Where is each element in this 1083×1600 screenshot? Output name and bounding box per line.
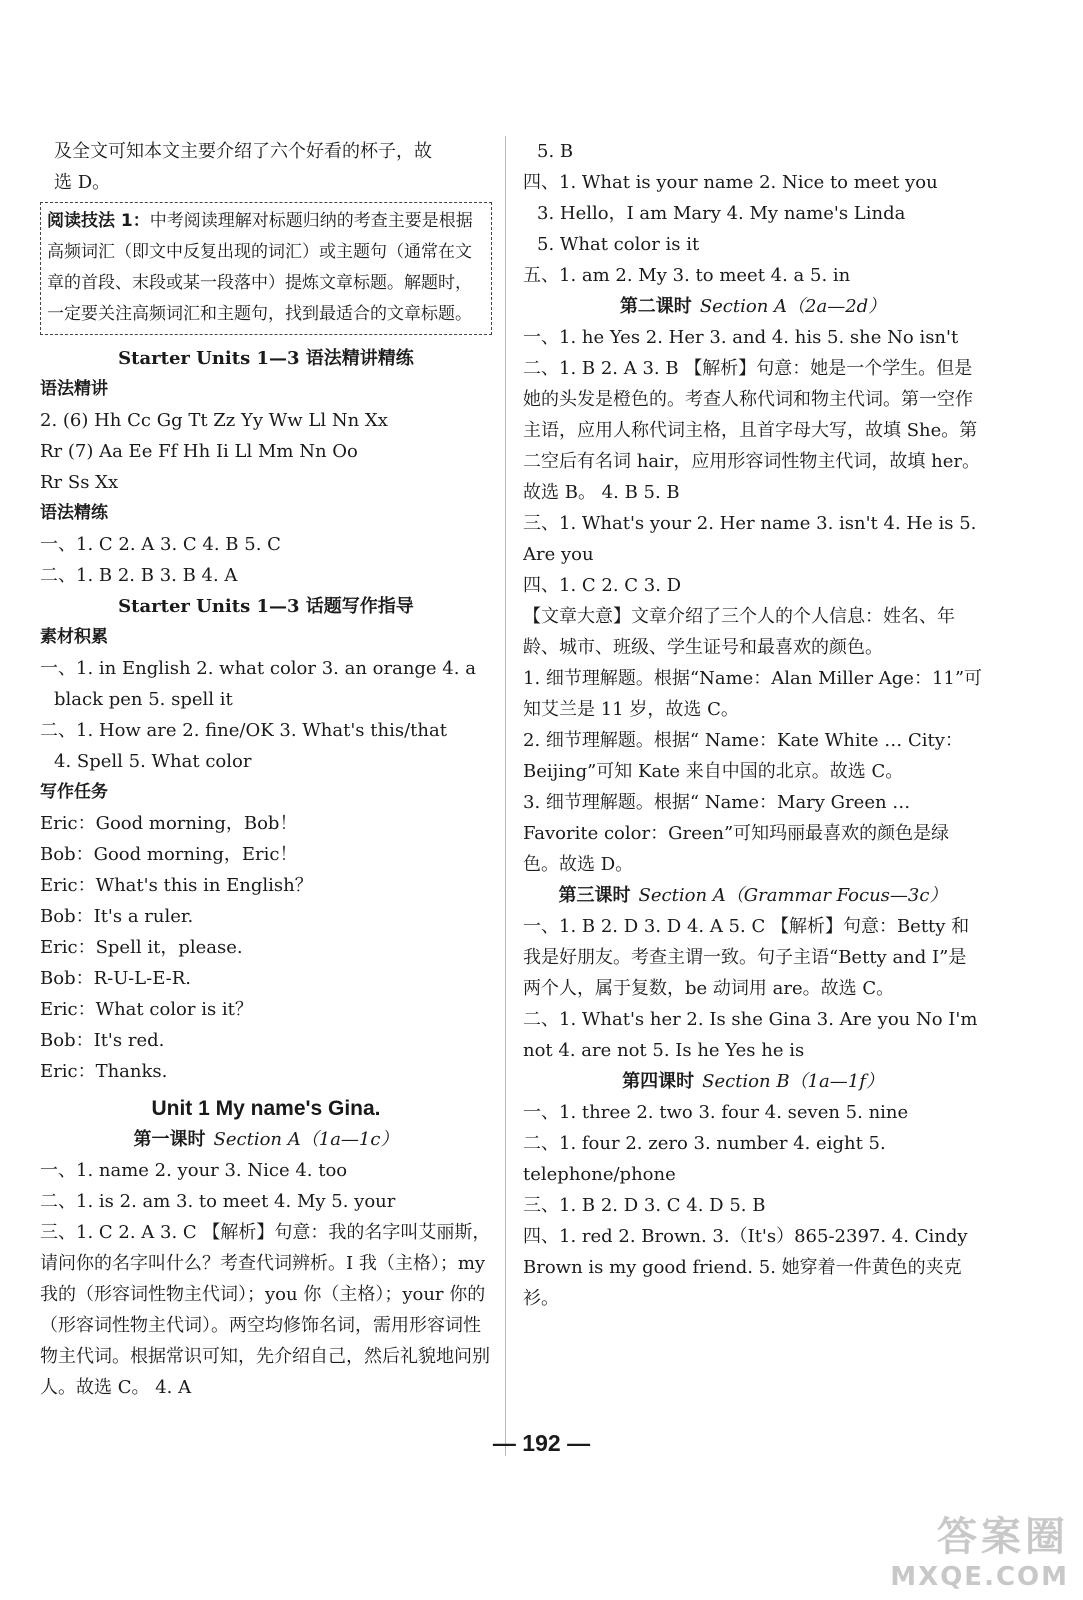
column-divider	[505, 136, 506, 1456]
right-column	[523, 136, 983, 1314]
lesson-heading	[40, 1124, 492, 1155]
dialogue-line: Eric：Good morning，Bob！	[40, 813, 298, 834]
lesson-label: 第二课时	[619, 296, 692, 317]
dialogue-line: Eric：Thanks.	[40, 1061, 168, 1082]
lesson-heading	[523, 1066, 983, 1097]
grammar-explain-heading: 语法精讲	[40, 379, 108, 399]
dialogue-line: Bob：It's red.	[40, 1030, 165, 1051]
dialogue-line: Bob：R-U-L-E-R.	[40, 968, 192, 989]
answer-line: 二、1. What's her 2. Is she Gina 3. Are you No I'm not 4. are not 5. Is he Yes he is	[523, 1009, 978, 1061]
dialogue-line: Eric：What color is it？	[40, 999, 253, 1020]
answer-line: 三、1. B 2. D 3. C 4. D 5. B	[523, 1195, 766, 1216]
analysis-item: 1. 细节理解题。根据“Name：Alan Miller Age：11”可知艾兰是 11 岁，故选 C。	[523, 668, 983, 720]
intro-line-1: 及全文可知本文主要介绍了六个好看的杯子，故	[54, 141, 432, 162]
grammar-practice-heading: 语法精练	[40, 503, 108, 523]
intro-line-2: 选 D。	[54, 172, 111, 193]
watermark-url: MXQE.COM	[890, 1562, 1069, 1592]
writing-section-title: Starter Units 1—3 话题写作指导	[118, 596, 414, 617]
answer-explanation: 三、1. C 2. A 3. C 【解析】句意：我的名字叫艾丽斯，请问你的名字叫什么？考查代词辨析。I 我（主格）；my 我的（形容词性物主代词）；you 你（主格）；your 你的（形容词性物主代词）。两空均修饰名词，需用形容词性物主代词。根据常识可知，先介绍自己，然后礼貌地问别人。故选 C。 4. A	[40, 1222, 491, 1398]
answer-line: 四、1. red 2. Brown. 3.（It's）865-2397. 4. Cindy Brown is my good friend. 5. 她穿着一件黄色的夹克衫。	[523, 1226, 968, 1309]
lesson-label: 第三课时	[558, 885, 631, 906]
answer-line: 五、1. am 2. My 3. to meet 4. a 5. in	[523, 265, 851, 286]
answer-line: 5. What color is it	[537, 234, 700, 255]
answer-line: 一、1. he Yes 2. Her 3. and 4. his 5. she No isn't	[523, 327, 959, 348]
lesson-section: Section A（1a—1c）	[213, 1129, 399, 1150]
reading-tip-box	[40, 202, 492, 335]
writing-task-heading: 写作任务	[40, 782, 108, 802]
grammar-practice-line: 一、1. C 2. A 3. C 4. B 5. C	[40, 534, 281, 555]
analysis-item: 3. 细节理解题。根据“ Name：Mary Green … Favorite color：Green”可知玛丽最喜欢的颜色是绿色。故选 D。	[523, 792, 950, 875]
grammar-explain-line: Rr (7) Aa Ee Ff Hh Ii Ll Mm Nn Oo	[40, 441, 358, 462]
answer-line: 四、1. C 2. C 3. D	[523, 575, 682, 596]
answer-line: 3. Hello，I am Mary 4. My name's Linda	[537, 203, 906, 224]
material-heading: 素材积累	[40, 627, 108, 647]
lesson-label: 第一课时	[133, 1129, 206, 1150]
lesson-label: 第四课时	[622, 1071, 695, 1092]
lesson-section: Section A（Grammar Focus—3c）	[638, 885, 948, 906]
tip-text: 中考阅读理解对标题归纳的考查主要是根据高频词汇（即文中反复出现的词汇）或主题句（通常在文章的首段、末段或某一段落中）提炼文章标题。解题时，一定要关注高频词汇和主题句，找到最适合的文章标题。	[47, 211, 473, 324]
answer-line: 5. B	[537, 141, 574, 162]
grammar-explain-line: 2. (6) Hh Cc Gg Tt Zz Yy Ww Ll Nn Xx	[40, 410, 388, 431]
lesson-section: Section B（1a—1f）	[702, 1071, 884, 1092]
lesson-heading	[523, 880, 983, 911]
material-line: 一、1. in English 2. what color 3. an orange 4. a	[40, 658, 476, 679]
analysis-item: 2. 细节理解题。根据“ Name：Kate White … City：Beijing”可知 Kate 来自中国的北京。故选 C。	[523, 730, 963, 782]
material-line: black pen 5. spell it	[54, 689, 233, 710]
dialogue-line: Eric：What's this in English？	[40, 875, 313, 896]
answer-line: 一、1. three 2. two 3. four 4. seven 5. nine	[523, 1102, 909, 1123]
grammar-practice-line: 二、1. B 2. B 3. B 4. A	[40, 565, 238, 586]
unit-title: Unit 1 My name's Gina.	[151, 1097, 381, 1120]
page-number: — 192 —	[492, 1430, 591, 1456]
dialogue-line: Bob：Good morning，Eric！	[40, 844, 298, 865]
material-line: 4. Spell 5. What color	[54, 751, 252, 772]
dialogue-line: Bob：It's a ruler.	[40, 906, 194, 927]
answer-explanation: 一、1. B 2. D 3. D 4. A 5. C 【解析】句意：Betty 和我是好朋友。考查主谓一致。句子主语“Betty and I”是两个人，属于复数，be 动词用 are。故选 C。	[523, 916, 970, 999]
left-column	[40, 136, 492, 1403]
material-line: 二、1. How are 2. fine/OK 3. What's this/that	[40, 720, 447, 741]
tip-label: 阅读技法 1：	[47, 211, 150, 231]
dialogue-line: Eric：Spell it，please.	[40, 937, 243, 958]
answer-line: 四、1. What is your name 2. Nice to meet you	[523, 172, 938, 193]
answer-line: 二、1. four 2. zero 3. number 4. eight 5. telephone/phone	[523, 1133, 886, 1185]
lesson-section: Section A（2a—2d）	[699, 296, 887, 317]
lesson-heading	[523, 291, 983, 322]
answer-line: 一、1. name 2. your 3. Nice 4. too	[40, 1160, 348, 1181]
article-summary: 【文章大意】文章介绍了三个人的个人信息：姓名、年龄、城市、班级、学生证号和最喜欢的颜色。	[523, 606, 955, 658]
grammar-explain-line: Rr Ss Xx	[40, 472, 119, 493]
watermark-text: 答案圈	[937, 1514, 1069, 1560]
answer-line: 三、1. What's your 2. Her name 3. isn't 4. He is 5. Are you	[523, 513, 977, 565]
answer-line: 二、1. is 2. am 3. to meet 4. My 5. your	[40, 1191, 396, 1212]
answer-explanation: 二、1. B 2. A 3. B 【解析】句意：她是一个学生。但是她的头发是橙色的。考查人称代词和物主代词。第一空作主语，应用人称代词主格，且首字母大写，故填 She。第二空后有名词 hair，应用形容词性物主代词，故填 her。故选 B。 4. B 5. B	[523, 358, 980, 503]
watermark-logo	[890, 1505, 1069, 1592]
grammar-section-title: Starter Units 1—3 语法精讲精练	[118, 348, 414, 369]
